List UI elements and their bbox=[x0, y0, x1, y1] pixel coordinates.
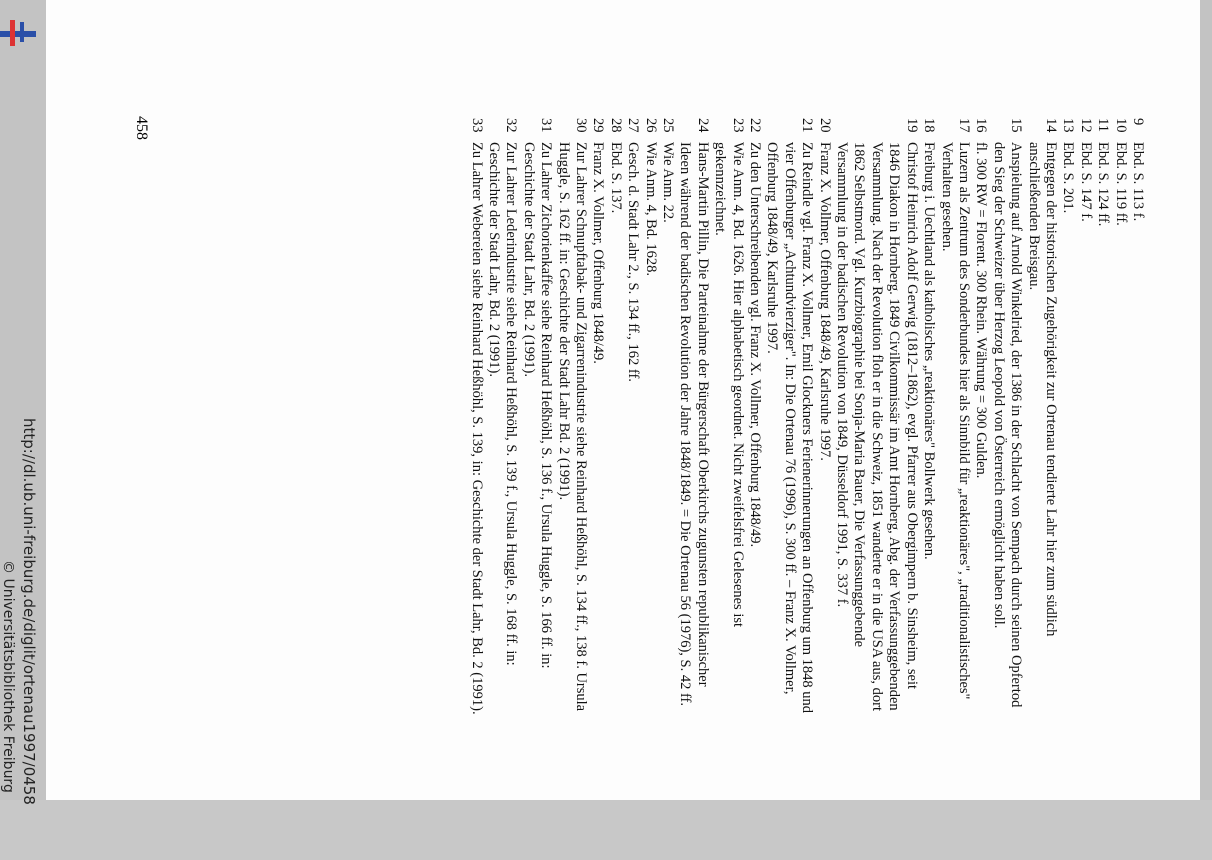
footnote-item bbox=[606, 118, 623, 718]
url-watermark: http://dl.ub.uni-freiburg.de/diglit/ortenau1997/0458 bbox=[20, 418, 38, 805]
footnote-item bbox=[467, 118, 484, 718]
footnote-number: 16 bbox=[973, 118, 990, 133]
footnote-number: 12 bbox=[1077, 118, 1094, 133]
footnote-item bbox=[624, 118, 641, 718]
footnote-number: 10 bbox=[1112, 118, 1129, 133]
footnote-item bbox=[641, 118, 658, 718]
footnote-number: 30 bbox=[573, 118, 589, 133]
footnote-text: Ebd. S. 124 ff. bbox=[1095, 142, 1112, 227]
footnote-number: 28 bbox=[607, 118, 624, 133]
footnote-text: Wie Anm. 4, Bd. 1628. bbox=[642, 142, 659, 276]
footnote-item bbox=[989, 118, 1024, 718]
footnote-item bbox=[937, 118, 972, 718]
footnote-item bbox=[711, 118, 746, 718]
footnote-text: Entgegen der historischen Zugehörigkeit zur Ortenau tendierte Lahr hier zum südlich anschließenden Breisgau. bbox=[1025, 142, 1059, 637]
footnote-number: 14 bbox=[1042, 118, 1059, 133]
footnote-number: 17 bbox=[955, 118, 972, 133]
footnote-text: Zu Lahrer Zichorienkaffee siehe Reinhard Heßhöhl, S. 136 f., Ursula Huggle, S. 166 ff. in: Geschichte der Stadt Lahr, Bd. 2 (1991). bbox=[520, 142, 555, 669]
footnote-item bbox=[485, 118, 520, 718]
footnote-text: Ebd. S. 119 ff. bbox=[1112, 142, 1129, 226]
footnote-item bbox=[972, 118, 989, 718]
footnote-number: 20 bbox=[816, 118, 833, 133]
footnote-text: Ebd. S. 113 f. bbox=[1130, 142, 1146, 222]
footnote-text: Franz X. Vollmer, Offenburg 1848/49. bbox=[590, 142, 607, 364]
footnote-text: Zu den Unterschreibenden vgl. Franz X. Vollmer, Offenburg 1848/49. bbox=[747, 142, 764, 548]
footnote-item bbox=[815, 118, 832, 718]
footnote-number: 9 bbox=[1130, 118, 1146, 126]
footnote-text: Freiburg i. Uechtland als katholisches „reaktionäres" Bollwerk gesehen. bbox=[921, 142, 938, 560]
footnote-item bbox=[676, 118, 711, 718]
footnote-item bbox=[746, 118, 763, 718]
footnote-item bbox=[554, 118, 589, 718]
footnote-number: 18 bbox=[921, 118, 938, 133]
footnote-item bbox=[589, 118, 606, 718]
copyright-watermark: © Universitätsbibliothek Freiburg bbox=[0, 560, 16, 793]
footnote-text: Wie Anm. 22. bbox=[660, 142, 677, 223]
footnote-number: 29 bbox=[590, 118, 607, 133]
footnote-item bbox=[1059, 118, 1076, 718]
footnote-text: Hans-Martin Pillin, Die Parteinahme der Bürgerschaft Oberkirchs zugunsten republikanischer Ideen während der badischen Revolution der Jahre 1848/1849. = Die Ortenau 56 (1976), S. 42 ff. bbox=[677, 142, 711, 706]
footnote-item bbox=[1024, 118, 1059, 718]
footnote-number: 15 bbox=[1008, 118, 1025, 133]
footnote-number: 22 bbox=[747, 118, 764, 133]
footnote-number: 13 bbox=[1060, 118, 1077, 133]
footnote-item bbox=[1111, 118, 1128, 718]
viewer-right-margin bbox=[1200, 0, 1212, 800]
footnote-text: Franz X. Vollmer, Offenburg 1848/49, Karlsruhe 1997. bbox=[816, 142, 833, 461]
footnote-number: 11 bbox=[1095, 118, 1112, 132]
footnote-text: Wie Anm. 4, Bd. 1626. Hier alphabetisch geordnet. Nicht zweifelsfrei Gelesenes ist gekennzeichnet. bbox=[712, 142, 746, 628]
footnote-text: Anspielung auf Arnold Winkelried, der 1386 in der Schlacht von Sempach durch seinen Opfertod den Sieg der Schweizer über Herzog Leopold von Österreich ermöglicht haben soll. bbox=[990, 142, 1025, 708]
footnote-number: 21 bbox=[799, 118, 816, 133]
footnote-item bbox=[833, 118, 920, 718]
footnote-number: 26 bbox=[642, 118, 659, 133]
footnote-text: Zu Reindle vgl. Franz X. Vollmer, Emil Glockners Ferienerinnerungen an Offenburg um 1848 und vier Offenburger „Achtundvierziger". In: Die Ortenau 76 (1996), S. 300 ff. – Franz X. Vollmer, Offenburg 1848/49, Karlsruhe 1997. bbox=[764, 142, 816, 713]
footnote-number: 33 bbox=[468, 118, 485, 133]
footnote-text: Gesch. d. Stadt Lahr 2., S. 134 ff., 162 ff. bbox=[625, 142, 642, 382]
footnote-number: 31 bbox=[538, 118, 555, 133]
footnote-item bbox=[1129, 118, 1146, 718]
footnote-item bbox=[659, 118, 676, 718]
footnote-number: 24 bbox=[694, 118, 711, 133]
footnote-text: Zur Lahrer Lederindustrie siehe Reinhard Heßhöhl, S. 139 f., Ursula Huggle, S. 168 ff. in: Geschichte der Stadt Lahr, Bd. 2 (1991). bbox=[485, 142, 520, 666]
footnote-text: Luzern als Zentrum des Sonderbundes hier als Sinnbild für „reaktionäres", „traditionalistisches" Verhalten gesehen. bbox=[938, 142, 972, 700]
footnote-number: 19 bbox=[903, 118, 920, 133]
footnote-item bbox=[1094, 118, 1111, 718]
footnote-number: 23 bbox=[729, 118, 746, 133]
footnote-number: 25 bbox=[660, 118, 677, 133]
footnote-text: Zu Lahrer Webereien siehe Reinhard Heßhöhl, S. 139, in: Geschichte der Stadt Lahr, Bd. 2 (1991). bbox=[468, 142, 485, 715]
footnote-item bbox=[519, 118, 554, 718]
footnote-item bbox=[1076, 118, 1093, 718]
footnote-number: 27 bbox=[625, 118, 642, 133]
library-logo-icon bbox=[0, 20, 36, 46]
footnote-text: Ebd. S. 147 f. bbox=[1077, 142, 1094, 222]
footnote-text: fl. 300 RW = Florent. 300 Rhein. Währung = 300 Gulden. bbox=[973, 142, 990, 479]
footnote-item bbox=[763, 118, 815, 718]
footnote-text: Zur Lahrer Schnupftabak- und Zigarrenindustrie siehe Reinhard Heßhöhl, S. 134 ff., 138 f. Ursula Huggle, S. 162 ff. in: Geschichte der Stadt Lahr Bd. 2 (1991). bbox=[555, 142, 589, 712]
footnote-item bbox=[920, 118, 937, 718]
viewer-left-margin bbox=[0, 0, 46, 805]
footnote-list bbox=[286, 118, 1146, 718]
page-number: 458 bbox=[133, 116, 150, 140]
footnote-text: Ebd. S. 137. bbox=[607, 142, 624, 214]
footnote-text: Ebd. S. 201. bbox=[1060, 142, 1077, 214]
footnote-text: Christof Heinrich Adolf Gerwig (1812–1862), evgl. Pfarrer aus Obergimpern b. Sinsheim, seit 1846 Diakon in Hornberg. 1849 Civilkommissär im Amt Hornberg, Abg. der Verfassunggebenden Versammlung. Nach der Revolution floh er in die Schweiz, 1851 wanderte er in die USA aus, dort 1862 Selbstmord. Vgl. Kurzbiographie bei Sonja-Maria Bauer, Die Verfassunggebende Versammlung in der badischen Revolution von 1849, Düsseldorf 1991, S. 337 f. bbox=[834, 142, 920, 711]
scanned-page bbox=[46, 0, 1200, 800]
footnote-number: 32 bbox=[503, 118, 520, 133]
